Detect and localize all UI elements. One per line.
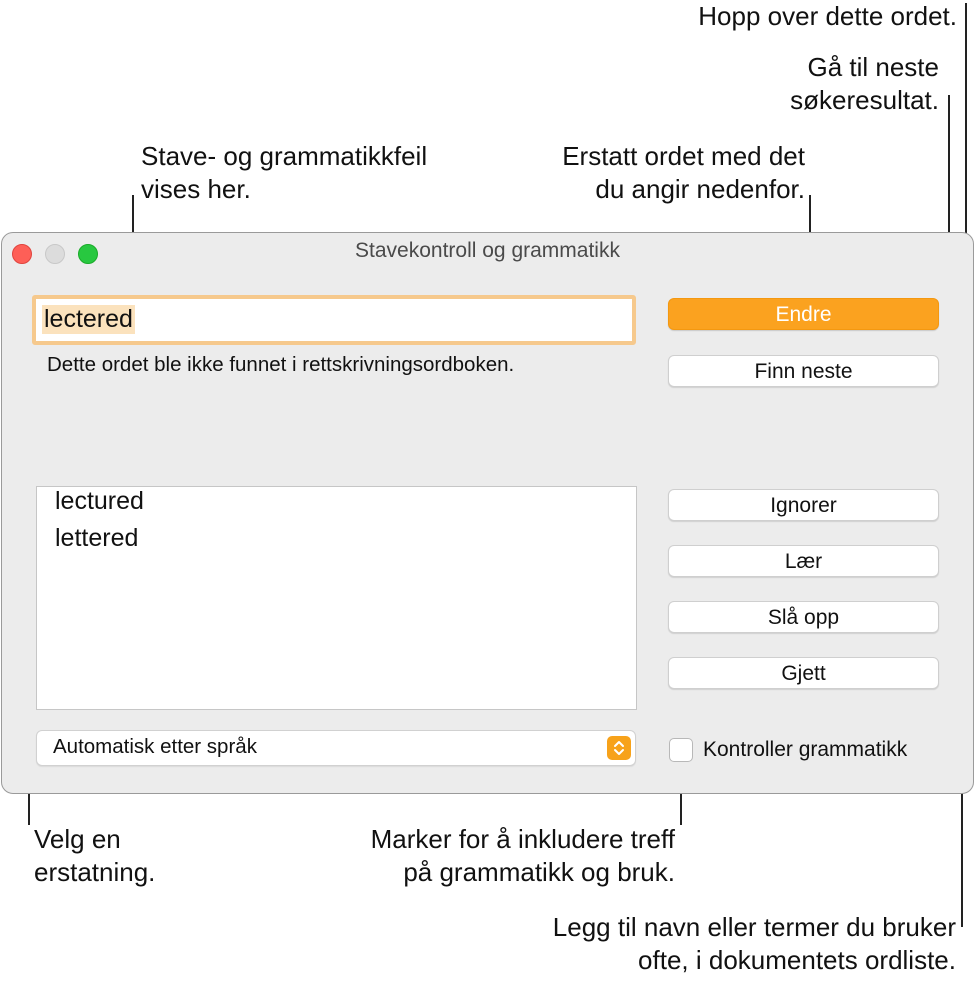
check-grammar-label[interactable]: Kontroller grammatikk (703, 738, 908, 761)
language-select-value: Automatisk etter språk (53, 735, 257, 758)
ignore-button[interactable]: Ignorer (668, 489, 939, 521)
guesses-list[interactable] (36, 486, 637, 710)
find-next-button[interactable]: Finn neste (668, 355, 939, 387)
callout-learn-line1: Legg til navn eller termer du bruker (552, 912, 956, 942)
callout-choose-line1: Velg en (34, 824, 121, 854)
callout-replace (562, 140, 805, 206)
callout-choose (34, 823, 155, 889)
callout-replace-line1: Erstatt ordet med det (562, 141, 805, 171)
callout-find-next-line1: Gå til neste (807, 52, 939, 82)
callout-skip-word (698, 0, 957, 33)
callout-replace-line2: du angir nedenfor. (595, 174, 805, 204)
change-button[interactable]: Endre (668, 298, 939, 330)
callout-grammar-line1: Marker for å inkludere treff (370, 824, 675, 854)
status-message: Dette ordet ble ikke funnet i rettskrivningsordboken. (47, 353, 515, 376)
callout-learn-line2: ofte, i dokumentets ordliste. (638, 945, 956, 975)
callout-errors-line1: Stave- og grammatikkfeil (141, 141, 428, 171)
callout-find-next-line2: søkeresultat. (790, 85, 939, 115)
chevron-up-down-icon (607, 736, 631, 760)
callout-errors (141, 140, 427, 206)
misspelled-word: lectered (44, 305, 133, 333)
check-grammar-checkbox[interactable] (669, 738, 693, 762)
callout-find-next (790, 51, 939, 117)
window-title: Stavekontroll og grammatikk (355, 239, 620, 262)
callout-grammar-line2: på grammatikk og bruk. (403, 857, 675, 887)
lookup-button[interactable]: Slå opp (668, 601, 939, 633)
language-select[interactable] (36, 730, 636, 766)
spelling-grammar-window (1, 232, 974, 794)
callout-skip-word-text: Hopp over dette ordet. (698, 1, 957, 31)
guess-item[interactable]: lettered (55, 524, 139, 552)
callout-learn (553, 911, 956, 977)
learn-button[interactable]: Lær (668, 545, 939, 577)
callout-errors-line2: vises her. (141, 174, 251, 204)
callout-grammar (371, 823, 675, 889)
title-bar[interactable] (2, 233, 973, 273)
guess-button[interactable]: Gjett (668, 657, 939, 689)
callout-choose-line2: erstatning. (34, 857, 156, 887)
misspelled-word-field[interactable] (32, 295, 636, 345)
guess-item[interactable]: lectured (55, 487, 144, 515)
